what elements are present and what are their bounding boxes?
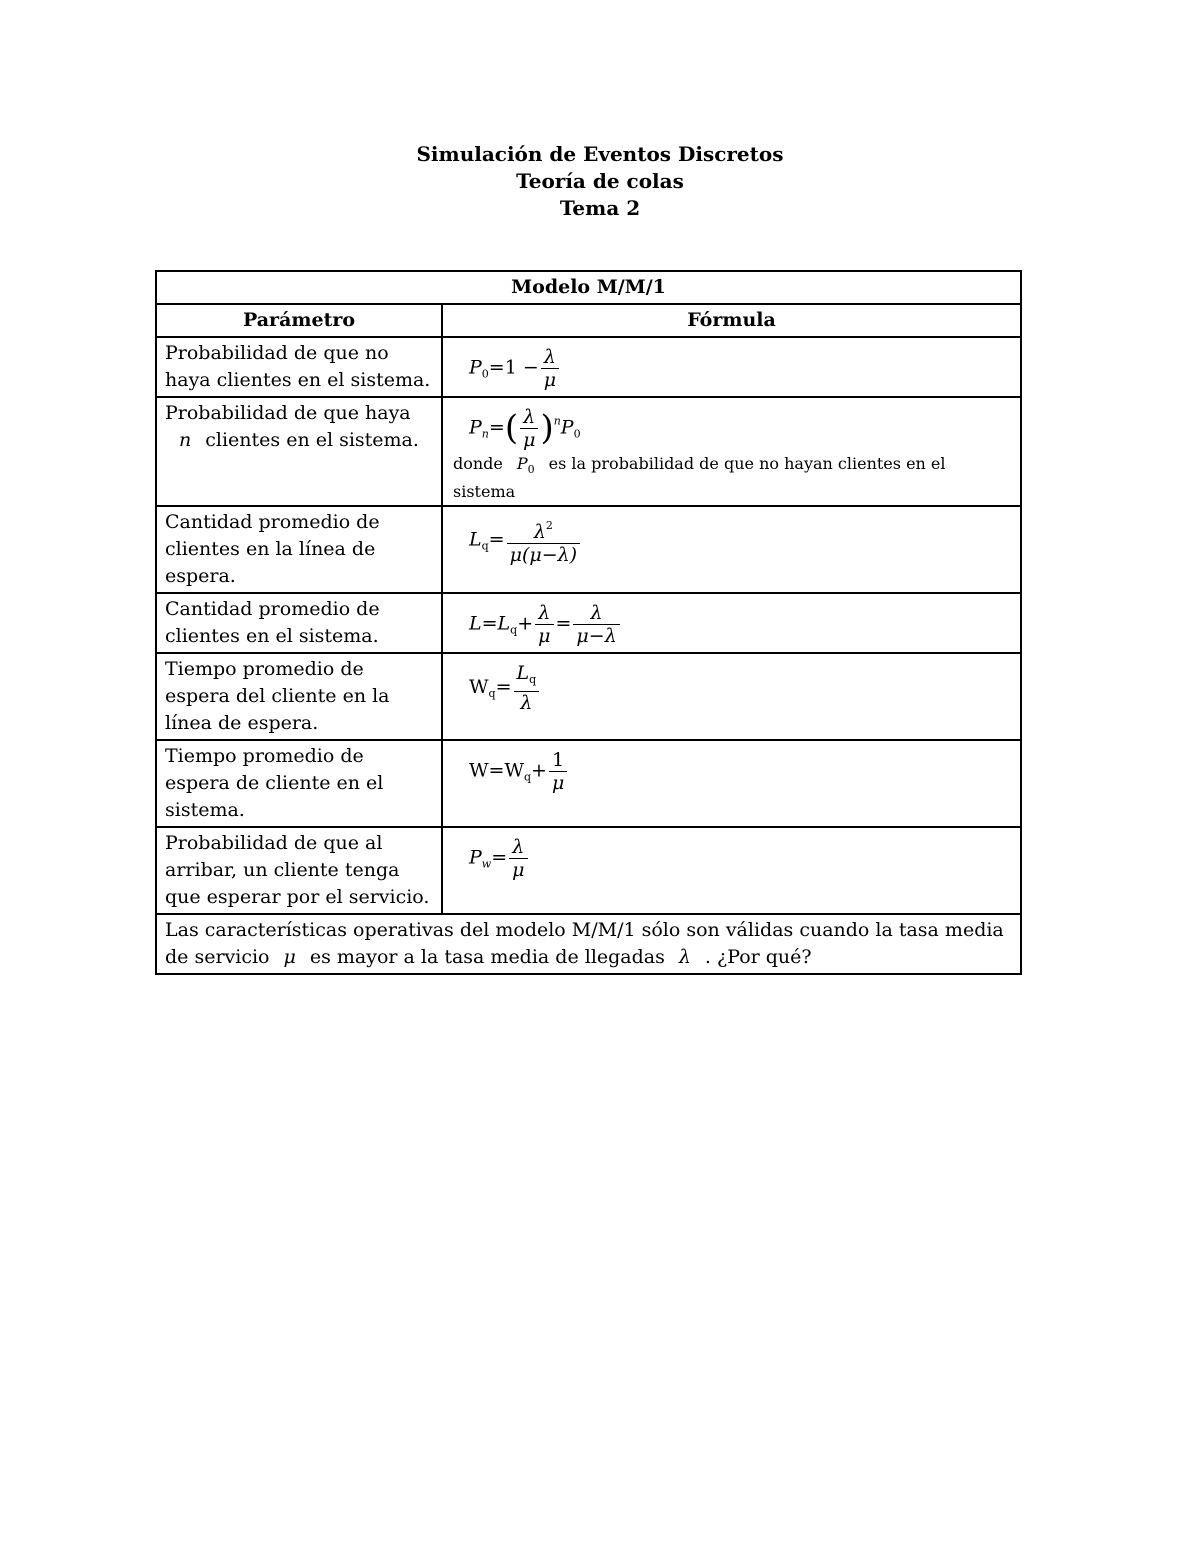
param-cell: Probabilidad de que no haya clientes en el sistema. bbox=[156, 337, 442, 397]
table-row bbox=[156, 337, 1021, 397]
document-title bbox=[0, 141, 1200, 222]
mm1-table bbox=[155, 270, 1022, 975]
table-caption: Modelo M/M/1 bbox=[156, 271, 1021, 304]
formula-cell bbox=[442, 740, 1021, 827]
formula-cell bbox=[442, 653, 1021, 740]
title-topic: Teoría de colas bbox=[516, 169, 684, 193]
formula-cell bbox=[442, 593, 1021, 653]
formula-lq: $L_q=$ $\frac{\lambda^2}{\mu(\mu-\lambda)}$ bbox=[469, 515, 1012, 566]
param-cell: Probabilidad de que al arribar, un cliente tenga que esperar por el servicio. bbox=[156, 827, 442, 914]
header-formula: Fórmula bbox=[442, 304, 1021, 337]
formula-cell bbox=[442, 506, 1021, 593]
table-row bbox=[156, 653, 1021, 740]
param-cell: Cantidad promedio de clientes en la línea de espera. bbox=[156, 506, 442, 593]
param-cell: Cantidad promedio de clientes en el sistema. bbox=[156, 593, 442, 653]
formula-p0: $P_0=1$ − $\frac{\lambda}{\mu}$ bbox=[469, 346, 1012, 391]
formula-l: $L=L_q+$ $\frac{\lambda}{\mu}$ = $\frac{\lambda}{\mu-\lambda}$ bbox=[469, 602, 1012, 647]
table-row bbox=[156, 593, 1021, 653]
table-row bbox=[156, 397, 1021, 506]
formula-cell bbox=[442, 397, 1021, 506]
title-unit: Tema 2 bbox=[559, 196, 641, 220]
table-row bbox=[156, 827, 1021, 914]
formula-wq: $W_q=$ $\frac{L_q}{\lambda}$ bbox=[469, 662, 1012, 714]
table-row bbox=[156, 740, 1021, 827]
footer-note: Las características operativas del modelo M/M/1 sólo son válidas cuando la tasa media de servicio μ es mayor a la tasa media de llegadas λ . ¿Por qué? bbox=[156, 914, 1021, 974]
param-cell: Tiempo promedio de espera del cliente en la línea de espera. bbox=[156, 653, 442, 740]
param-cell: Probabilidad de que haya n clientes en el sistema. bbox=[156, 397, 442, 506]
table-row bbox=[156, 506, 1021, 593]
param-cell: Tiempo promedio de espera de cliente en el sistema. bbox=[156, 740, 442, 827]
formula-note: donde $P_0$ es la probabilidad de que no hayan clientes en el sistema bbox=[453, 454, 946, 501]
formula-pn: $P_n=$( $\frac{\lambda}{\mu}$ )$^nP_0$ bbox=[469, 406, 581, 451]
formula-pw: $P_w=$ $\frac{\lambda}{\mu}$ bbox=[469, 836, 1012, 881]
formula-cell bbox=[442, 337, 1021, 397]
title-course: Simulación de Eventos Discretos bbox=[416, 142, 784, 166]
header-parametro: Parámetro bbox=[156, 304, 442, 337]
formula-cell bbox=[442, 827, 1021, 914]
formula-w: $W=W_q+$ $\frac{1}{\mu}$ bbox=[469, 749, 1012, 794]
table-footer-row bbox=[156, 914, 1021, 974]
